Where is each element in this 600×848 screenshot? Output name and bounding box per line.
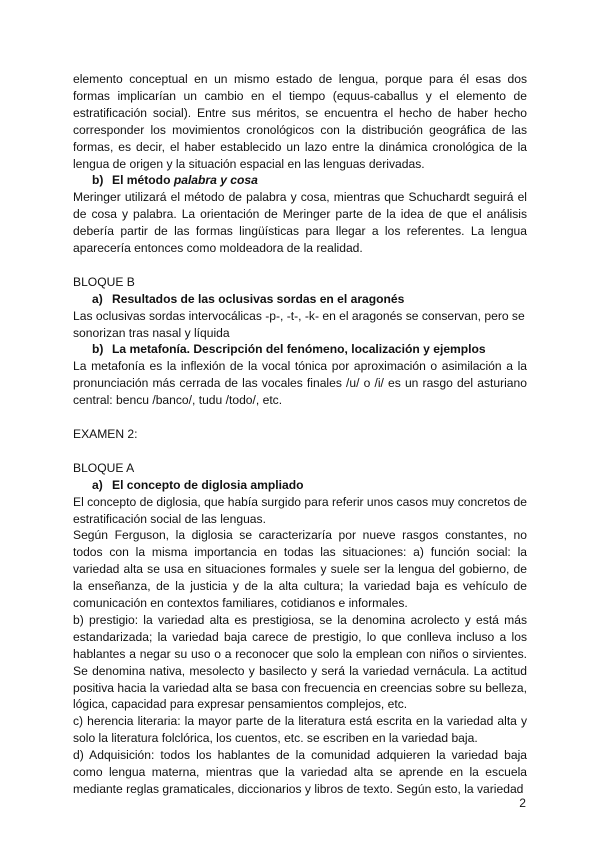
bloque-b-title: BLOQUE B [73, 274, 135, 289]
paragraph-neogramaticos-summary: elemento conceptual en un mismo estado de lengua, porque para él esas dos formas implicarían un cambio en el tiempo (equus-caballus y el elemento de estratificación social). Entre sus méritos, se encuentra el hecho de haber hecho corresponder los movimientos cronológicos con la distribución geográfica de las formas, es decir, el haber establecido un lazo entre la dinámica cronológica de la lengua de origen y la situación espacial en las lenguas derivadas. [73, 72, 527, 171]
paragraph-prestigio: b) prestigio: la variedad alta es prestigiosa, se la denomina acrolecto y está más estandarizada; la variedad baja carece de prestigio, lo que conlleva incluso a los hablantes a negar su uso o a reconocer que solo la emplean con niños o sirvientes. Se denomina nativa, mesolecto y basilecto y será la variedad vernácula. La actitud positiva hacia la variedad alta se basa con frecuencia en creencias sobre su belleza, lógica, capacidad para expresar pensamientos complejos, etc. [73, 612, 527, 712]
heading-text: La metafonía. Descripción del fenómeno, localización y ejemplos [112, 342, 486, 357]
page-body [73, 71, 527, 798]
heading-text: Resultados de las oclusivas sordas en el aragonés [112, 291, 405, 306]
section-heading-diglosia [73, 477, 527, 494]
section-heading-oclusivas [73, 291, 527, 308]
paragraph-herencia-literaria: c) herencia literaria: la mayor parte de la literatura está escrita en la variedad alta y solo la literatura folclórica, los cuentos, etc. se escriben en la variedad baja. [73, 714, 527, 746]
heading-text: El método [112, 173, 174, 188]
section-heading-metafonia [73, 341, 527, 358]
paragraph-diglosia-intro: El concepto de diglosia, que había surgido para referir unos casos muy concretos de estratificación social de las lenguas. [73, 494, 527, 526]
heading-letter: b) [92, 342, 104, 357]
spacer [73, 409, 527, 426]
paragraph-ferguson: Según Ferguson, la diglosia se caracterizaría por nueve rasgos constantes, no todos con la misma importancia en todas las situaciones: a) función social: la variedad alta se usa en situaciones formales y suele ser la lengua del gobierno, de la enseñanza, de la justicia y de la alta cultura; la variedad baja es vehículo de comunicación en contextos familiares, cotidianos e informales. [73, 528, 527, 611]
heading-italic-text: palabra y cosa [173, 173, 258, 188]
heading-letter: b) [92, 173, 104, 188]
bloque-a-title: BLOQUE A [73, 460, 135, 475]
spacer [73, 257, 527, 274]
heading-text: El concepto de diglosia ampliado [112, 477, 304, 492]
section-heading-metodo-palabra-cosa [73, 172, 527, 189]
paragraph-metafonia: La metafonía es la inflexión de la vocal tónica por aproximación o asimilación a la pronunciación más cerrada de las vocales finales /u/ o /i/ es un rasgo del asturiano central: bencu /banco/, tudu /todo/, etc. [73, 359, 527, 408]
heading-letter: a) [92, 477, 103, 492]
spacer [73, 443, 527, 460]
paragraph-oclusivas: Las oclusivas sordas intervocálicas -p-, -t-, -k- en el aragonés se conservan, pero se sonorizan tras nasal y líquida [73, 308, 525, 340]
examen-title: EXAMEN 2: [73, 427, 138, 441]
paragraph-adquisicion: d) Adquisición: todos los hablantes de la comunidad adquieren la variedad baja como lengua materna, mientras que la variedad alta se aprende en la escuela mediante reglas gramaticales, diccionarios y libros de texto. Según esto, la variedad [73, 748, 527, 797]
page-number: 2 [519, 796, 526, 810]
heading-letter: a) [92, 291, 103, 306]
paragraph-meringer: Meringer utilizará el método de palabra y cosa, mientras que Schuchardt seguirá el de cosa y palabra. La orientación de Meringer parte de la idea de que el análisis debería partir de las formas lingüísticas para llegar a los referentes. La lengua aparecería entonces como moldeadora de la realidad. [73, 190, 527, 256]
